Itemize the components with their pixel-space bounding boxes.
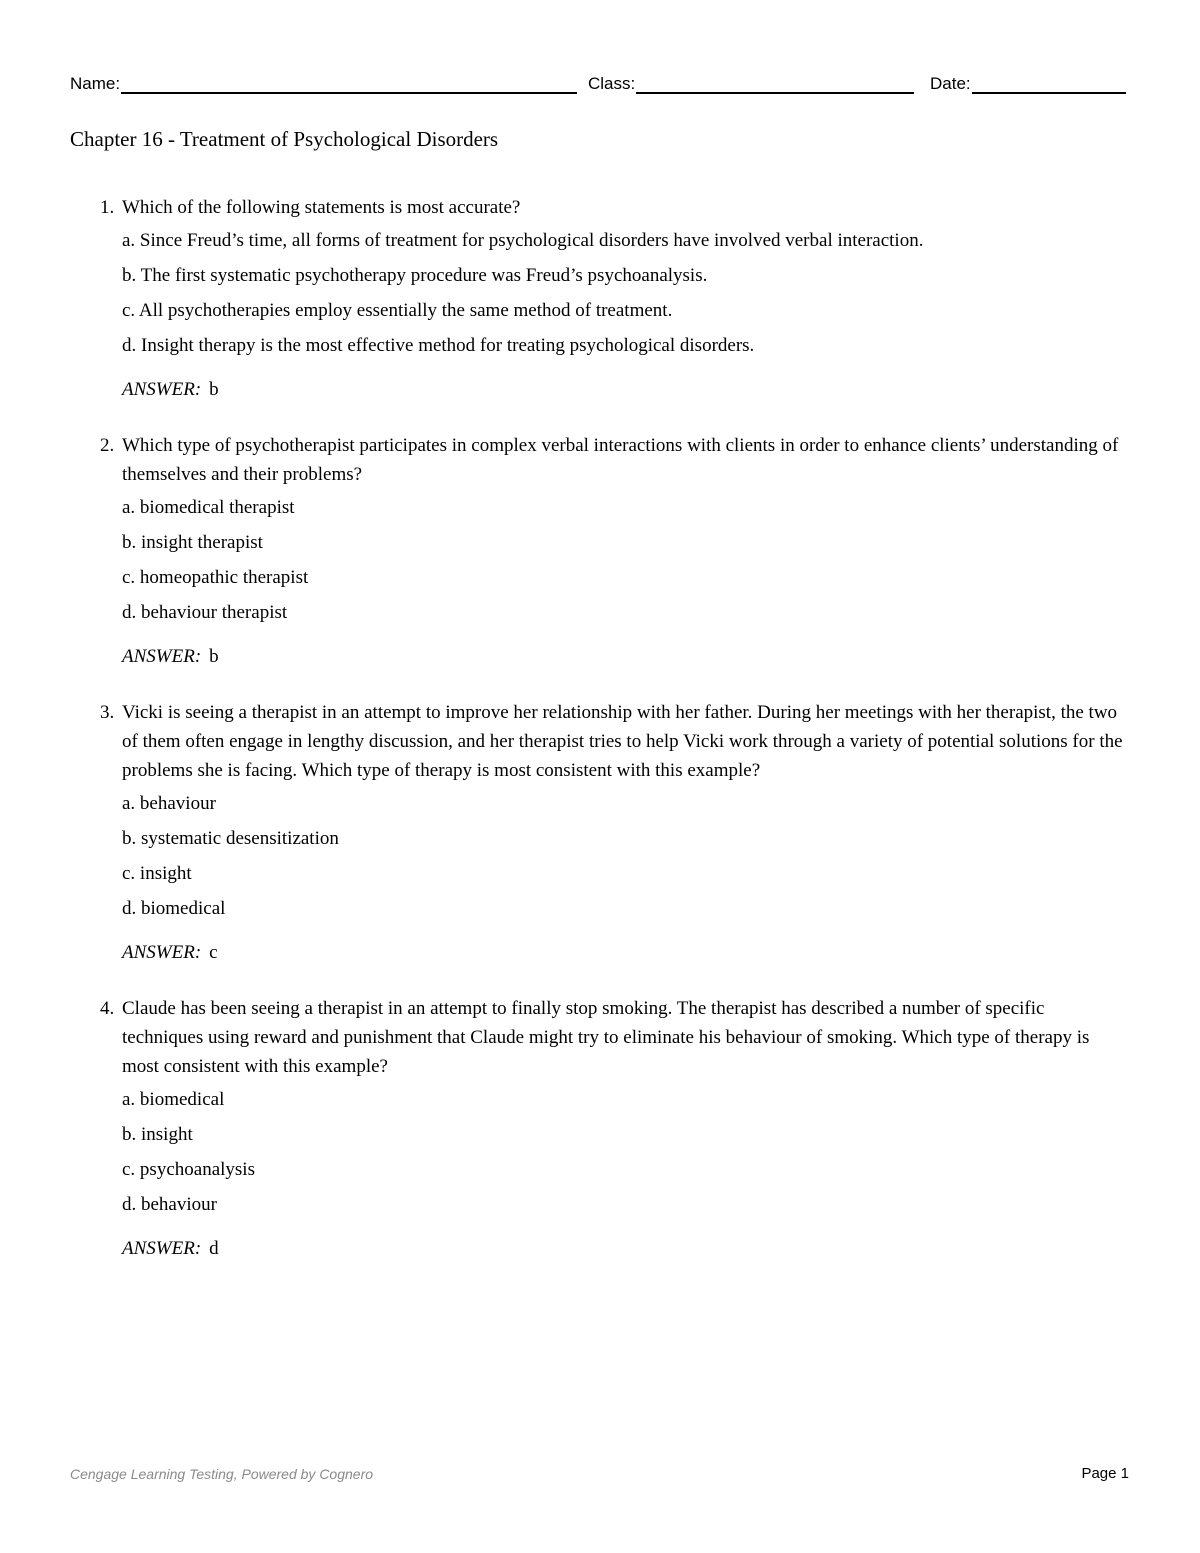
option-b: b. systematic desensitization (122, 828, 339, 849)
question-1 (100, 193, 1130, 431)
answer-value: b (209, 379, 219, 400)
options-list (122, 492, 1130, 632)
option-a: a. behaviour (122, 793, 216, 814)
answer-value: c (209, 942, 218, 963)
date-blank-line (972, 74, 1126, 94)
answer-label: ANSWER: (122, 1238, 202, 1259)
question-text: Claude has been seeing a therapist in an attempt to finally stop smoking. The therapist has described a number of specific techniques using reward and punishment that Claude might try to eliminate his behaviour of smoking. Which type of therapy is most consistent with this example? (122, 998, 1090, 1077)
question-2 (100, 431, 1130, 698)
option-d: d. biomedical (122, 898, 226, 919)
question-text: Which of the following statements is most accurate? (122, 197, 521, 218)
header-fields (70, 74, 1130, 98)
question-text: Which type of psychotherapist participates in complex verbal interactions with clients in order to enhance clients’ understanding of themselves and their problems? (122, 435, 1119, 485)
name-field (70, 74, 577, 94)
class-label: Class: (588, 74, 636, 93)
question-number: 2. (100, 435, 115, 456)
option-d: d. behaviour therapist (122, 602, 288, 623)
question-number: 3. (100, 702, 115, 723)
answer-line (122, 1234, 1130, 1290)
question-number: 4. (100, 998, 115, 1019)
question-list (100, 193, 1130, 1290)
option-d: d. Insight therapy is the most effective method for treating psychological disorders. (122, 335, 755, 356)
answer-value: b (209, 646, 219, 667)
chapter-title: Chapter 16 - Treatment of Psychological Disorders (70, 127, 499, 151)
class-field (588, 74, 914, 94)
options-list (122, 225, 1130, 365)
option-a: a. biomedical therapist (122, 497, 295, 518)
answer-line (122, 938, 1130, 994)
options-list (122, 788, 1130, 928)
question-4 (100, 994, 1130, 1290)
question-3 (100, 698, 1130, 994)
question-text: Vicki is seeing a therapist in an attempt to improve her relationship with her father. During her meetings with her therapist, the two of them often engage in lengthy discussion, and her therapist tries to help Vicki work through a variety of potential solutions for the problems she is facing. Which type of therapy is most consistent with this example? (122, 702, 1123, 781)
footer-publisher: Cengage Learning Testing, Powered by Cognero (70, 1466, 374, 1482)
answer-label: ANSWER: (122, 646, 202, 667)
option-c: c. psychoanalysis (122, 1159, 255, 1180)
option-b: b. The first systematic psychotherapy procedure was Freud’s psychoanalysis. (122, 265, 708, 286)
options-list (122, 1084, 1130, 1224)
date-label: Date: (930, 74, 971, 93)
name-blank-line (121, 74, 577, 94)
question-number: 1. (100, 197, 115, 218)
answer-line (122, 375, 1130, 431)
class-blank-line (636, 74, 914, 94)
option-c: c. insight (122, 863, 192, 884)
footer-page-number: Page 1 (1081, 1465, 1129, 1482)
option-b: b. insight (122, 1124, 193, 1145)
answer-label: ANSWER: (122, 942, 202, 963)
name-label: Name: (70, 74, 121, 93)
option-c: c. homeopathic therapist (122, 567, 309, 588)
answer-label: ANSWER: (122, 379, 202, 400)
option-c: c. All psychotherapies employ essentially the same method of treatment. (122, 300, 673, 321)
date-field (930, 74, 1126, 94)
option-a: a. Since Freud’s time, all forms of treatment for psychological disorders have involved verbal interaction. (122, 230, 924, 251)
option-a: a. biomedical (122, 1089, 225, 1110)
answer-value: d (209, 1238, 219, 1259)
option-d: d. behaviour (122, 1194, 217, 1215)
answer-line (122, 642, 1130, 698)
option-b: b. insight therapist (122, 532, 263, 553)
